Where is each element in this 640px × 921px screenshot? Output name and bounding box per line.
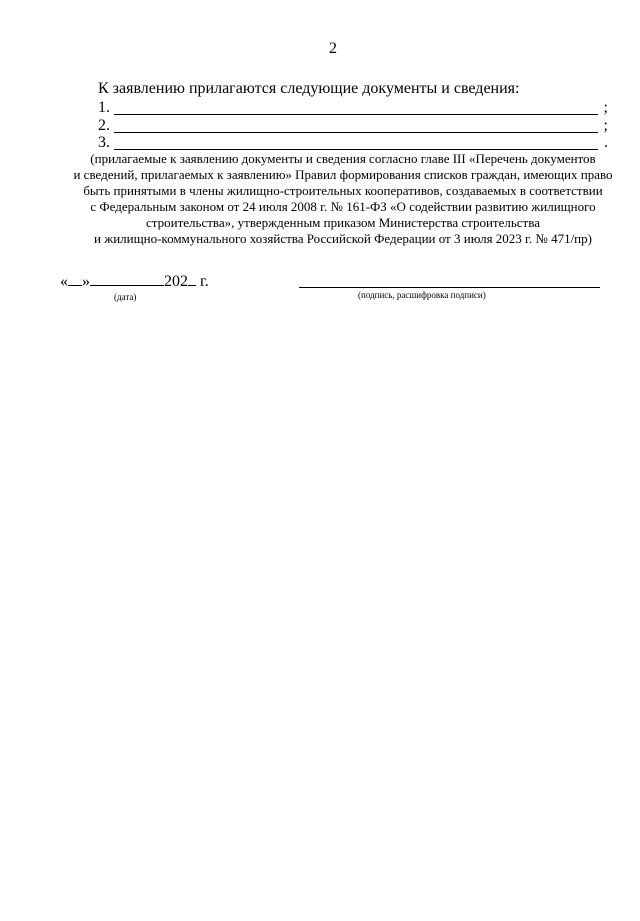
note-line: строительства», утвержденным приказом Министерства строительства xyxy=(146,215,540,230)
year-blank xyxy=(188,271,196,286)
note-line: с Федеральным законом от 24 июля 2008 г. № 161-ФЗ «О содействии развитию жилищного xyxy=(90,199,596,214)
year-text: 202 xyxy=(164,273,188,290)
attachments-note xyxy=(60,151,626,247)
item-number: 3. xyxy=(98,134,110,151)
day-blank xyxy=(68,271,82,286)
note-line: быть принятыми в члены жилищно-строительных кооперативов, создаваемых в соответствии xyxy=(83,183,603,198)
attachments-heading: К заявлению прилагаются следующие документы и сведения: xyxy=(98,80,520,97)
page-number: 2 xyxy=(329,40,337,57)
item-number: 1. xyxy=(98,99,110,116)
open-quote: « xyxy=(60,273,68,290)
item-punct: ; xyxy=(603,117,608,134)
date-caption: (дата) xyxy=(114,292,137,302)
item-punct: . xyxy=(604,134,608,151)
blank-line xyxy=(114,114,598,115)
month-blank xyxy=(90,271,164,286)
note-line: (прилагаемые к заявлению документы и сведения согласно главе III «Перечень документов xyxy=(90,151,596,166)
blank-line xyxy=(114,149,598,150)
close-quote: » xyxy=(82,273,90,290)
signature-caption: (подпись, расшифровка подписи) xyxy=(358,290,486,300)
note-line: и жилищно-коммунального хозяйства Российской Федерации от 3 июля 2023 г. № 471/пр) xyxy=(94,231,592,246)
signature-line xyxy=(299,287,600,288)
attachment-item-1 xyxy=(98,99,608,119)
date-field xyxy=(60,271,209,291)
blank-line xyxy=(114,132,598,133)
note-line: и сведений, прилагаемых к заявлению» Правил формирования списков граждан, имеющих право xyxy=(73,167,613,182)
item-punct: ; xyxy=(603,99,608,116)
item-number: 2. xyxy=(98,117,110,134)
year-suffix: г. xyxy=(196,273,209,290)
